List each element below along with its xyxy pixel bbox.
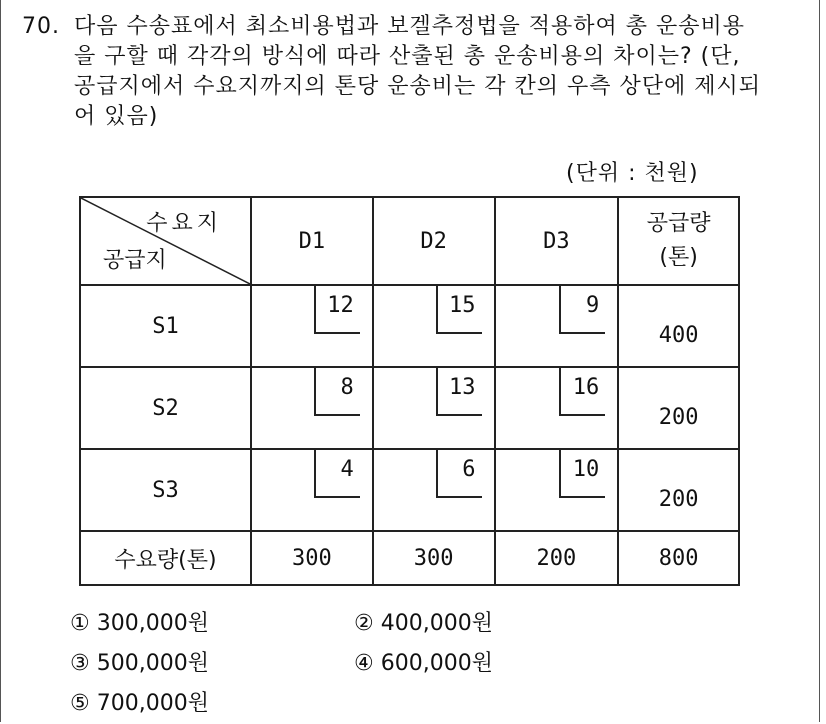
unit-cost: 8 — [314, 368, 360, 416]
row-label: S3 — [80, 449, 251, 531]
supply-cell — [618, 285, 739, 367]
table-row — [80, 367, 739, 449]
unit-cost: 10 — [559, 450, 605, 498]
supply-value: 400 — [658, 323, 699, 348]
question-number: 70. — [22, 14, 60, 39]
cost-cell — [495, 285, 619, 367]
cost-cell — [495, 367, 619, 449]
row-label: S1 — [80, 285, 251, 367]
option-4[interactable]: ④ 600,000원 — [354, 651, 493, 676]
header-row — [80, 197, 739, 285]
question-text: 다음 수송표에서 최소비용법과 보겔추정법을 적용하여 총 운송비용을 구할 때 각각의 방식에 따라 산출된 총 운송비용의 차이는? (단, 공급지에서 수요지까지의 톤당 운송비는 각 칸의 우측 상단에 제시되어 있음) — [74, 14, 762, 129]
unit-cost: 4 — [314, 450, 360, 498]
header-d1: D1 — [251, 197, 373, 285]
unit-cost: 13 — [436, 368, 482, 416]
demand-row — [80, 531, 739, 585]
table-row — [80, 285, 739, 367]
supply-value: 200 — [658, 487, 699, 512]
cost-cell — [251, 449, 373, 531]
corner-demand-label: 수요지 — [146, 211, 223, 236]
supply-cell — [618, 367, 739, 449]
header-d2: D2 — [373, 197, 495, 285]
unit-cost: 9 — [559, 286, 605, 334]
supply-value: 200 — [658, 405, 699, 430]
header-d3: D3 — [495, 197, 619, 285]
transport-table — [79, 196, 740, 586]
cost-cell — [373, 367, 495, 449]
demand-d3: 200 — [495, 531, 619, 585]
supply-cell — [618, 449, 739, 531]
cost-cell — [251, 367, 373, 449]
demand-label: 수요량(톤) — [80, 531, 251, 585]
unit-cost: 15 — [436, 286, 482, 334]
unit-cost: 12 — [314, 286, 360, 334]
cost-cell — [495, 449, 619, 531]
option-2[interactable]: ② 400,000원 — [354, 611, 493, 636]
demand-d2: 300 — [373, 531, 495, 585]
unit-cost: 16 — [559, 368, 605, 416]
option-5[interactable]: ⑤ 700,000원 — [70, 691, 209, 716]
option-3[interactable]: ③ 500,000원 — [70, 651, 209, 676]
header-supply-line1: 공급량 — [646, 211, 711, 236]
table-row — [80, 449, 739, 531]
unit-note: (단위 : 천원) — [566, 161, 699, 186]
corner-cell — [80, 197, 251, 285]
corner-supply-label: 공급지 — [103, 248, 167, 273]
cost-cell — [373, 449, 495, 531]
header-supply — [618, 197, 739, 285]
unit-cost: 6 — [436, 450, 482, 498]
cost-cell — [251, 285, 373, 367]
option-1[interactable]: ① 300,000원 — [70, 611, 209, 636]
row-label: S2 — [80, 367, 251, 449]
total-amount: 800 — [618, 531, 739, 585]
header-supply-line2: (톤) — [659, 245, 698, 270]
cost-cell — [373, 285, 495, 367]
demand-d1: 300 — [251, 531, 373, 585]
